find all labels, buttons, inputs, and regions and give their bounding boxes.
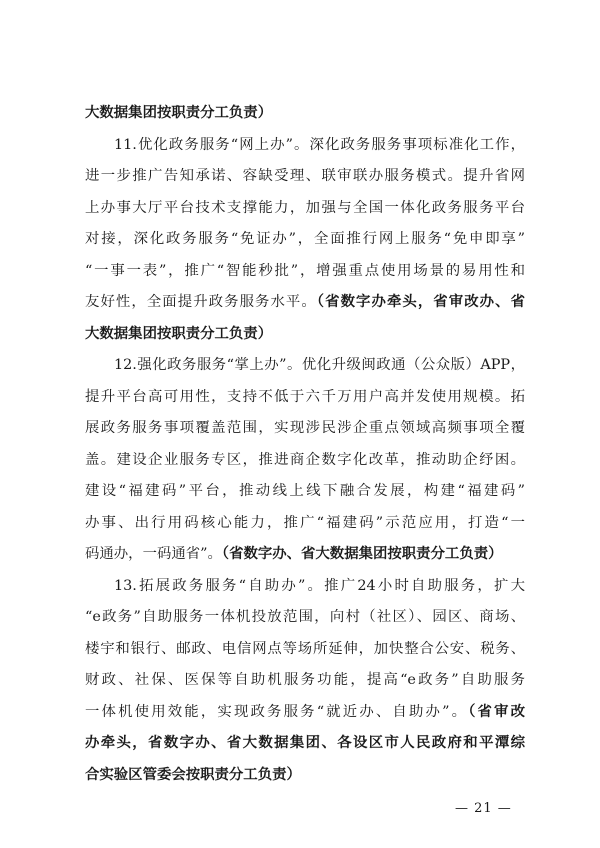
text-line (85, 387, 525, 407)
bold-text-segment: 办牵头，省数字办、省大数据集团、各设区市人民政府和平潭综 (85, 734, 525, 751)
text-line (114, 355, 525, 375)
bold-text-segment: 大数据集团按职责分工负责） (85, 324, 273, 342)
text-segment: 13.拓展政务服务“自助办”。推广24小时自助服务，扩大 (114, 577, 525, 594)
text-segment: 进一步推广告知承诺、容缺受理、联审联办服务模式。提升省网 (85, 168, 525, 184)
text-line (85, 481, 525, 501)
text-line (85, 292, 525, 312)
text-line (85, 513, 525, 533)
text-segment: “e政务”自助服务一体机投放范围，向村（社区）、园区、商场、 (85, 609, 525, 625)
text-segment: 一体机使用效能，实现政务服务“就近办、自助办”。 (85, 703, 469, 720)
page-number: — 21 — (455, 801, 512, 816)
text-segment: 财政、社保、医保等自助机服务功能，提高“e政务”自助服务 (85, 672, 525, 688)
text-line (85, 229, 525, 249)
bold-text-segment: （省数字办、省大数据集团按职责分工负责） (221, 545, 503, 562)
bold-text-segment: （省审改 (468, 702, 525, 720)
text-segment: 楼宇和银行、邮政、电信网点等场所延伸，加快整合公安、税务、 (85, 640, 525, 657)
text-segment: “一事一表”，推广“智能秒批”，增强重点使用场景的易用性和 (85, 262, 525, 279)
text-segment: 码通办，一码通省”。 (85, 546, 222, 562)
text-segment: 11.优化政务服务“网上办”。深化政务服务事项标准化工作， (114, 136, 525, 153)
bold-text-segment: （省数字办牵头，省审改办、省 (316, 293, 525, 310)
text-line (114, 576, 525, 596)
text-line (85, 198, 525, 218)
text-line (85, 418, 525, 438)
text-segment: 12.强化政务服务“掌上办”。优化升级闽政通（公众版）APP， (114, 357, 525, 373)
text-segment: 友好性，全面提升政务服务水平。 (85, 294, 317, 310)
text-segment: 提升平台高可用性，支持不低于六千万用户高并发使用规模。拓 (85, 388, 525, 405)
text-segment: 展政务服务事项覆盖范围，实现涉民涉企重点领域高频事项全覆 (85, 420, 525, 436)
text-line (85, 324, 525, 344)
text-segment: 建设“福建码”平台，推动线上线下融合发展，构建“福建码” (85, 483, 525, 499)
text-line (85, 702, 525, 722)
text-segment: 盖。建设企业服务专区，推进商企数字化改革，推动助企纾困。 (85, 451, 525, 468)
text-line (85, 607, 525, 627)
text-line (85, 261, 525, 281)
bold-text-segment: 合实验区管委会按职责分工负责） (85, 765, 301, 783)
text-line (85, 733, 525, 753)
text-line (85, 166, 525, 186)
text-line (85, 765, 525, 785)
text-line (85, 639, 525, 659)
text-line (85, 450, 525, 470)
bold-text-segment: 大数据集团按职责分工负责） (85, 104, 273, 121)
text-segment: 上办事大厅平台技术支撑能力，加强与全国一体化政务服务平台 (85, 199, 525, 216)
text-line (85, 103, 525, 123)
text-line (114, 135, 525, 155)
text-line (85, 670, 525, 690)
text-line (85, 544, 525, 564)
text-segment: 办事、出行用码核心能力，推广“福建码”示范应用，打造“一 (85, 514, 525, 531)
text-segment: 对接，深化政务服务“免证办”，全面推行网上服务“免申即享” (85, 231, 525, 247)
